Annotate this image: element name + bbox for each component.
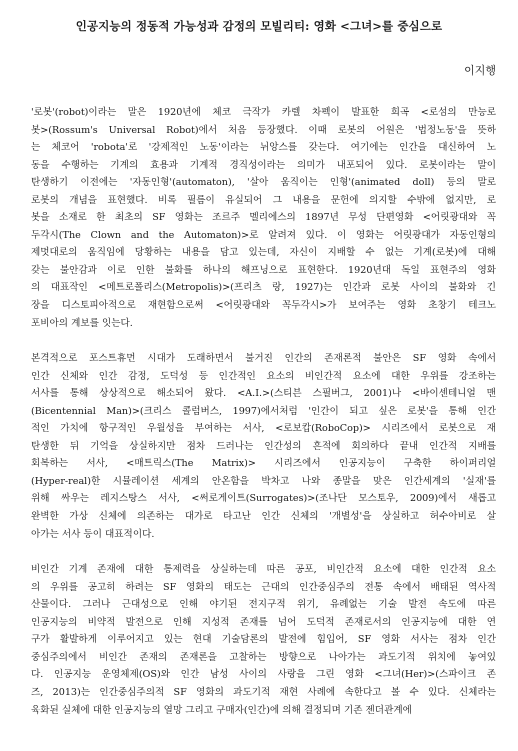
paragraph-line: 로봇의 개념을 표현했다. 비록 필름이 유실되어 그 내용을 문헌에 의지할 수밖에 없지만, 로 (31, 194, 496, 206)
paragraph-line: 비인간 기계 존재에 대한 통제력을 상실하는데 따른 공포, 비인간적 요소에 대한 인간적 요소 (31, 564, 496, 576)
body-paragraph (31, 104, 496, 332)
paragraph-line: 구가 활발하게 이루어지고 있는 현대 기술담론의 발전에 힘입어, SF 영화 서사는 점차 인간 (31, 634, 496, 646)
paragraph-line: 제멋대로의 움직임에 당황하는 내용을 담고 있는데, 자신이 지배할 수 없는 기계(로봇)에 대해 (31, 247, 496, 259)
paragraph-line: 장을 디스토피아적으로 재현함으로써 <어릿광대와 꼭두각시>가 보여주는 영화 초창기 테크노 (31, 300, 496, 312)
paragraph-line: (Bicentennial Man)>(크리스 콜럼버스, 1997)에서처럼 '인간이 되고 싶은 로봇'을 통해 인간 (31, 405, 496, 417)
paragraph-line: '로봇'(robot)이라는 말은 1920년에 체코 극작가 카렐 차펙이 발표한 희곡 <로섬의 만능로 (31, 107, 496, 118)
body-paragraph (31, 561, 496, 719)
paragraph-line: 는 체코어 'robota'로 '강제적인 노동'이라는 뉘앙스를 갖는다. 여기에는 인간을 대신하여 노 (31, 142, 496, 154)
paragraph-line: 다. 인공지능 운영체제(OS)와 인간 남성 사이의 사랑을 그린 영화 <그녀(Her)>(스파이크 존 (31, 669, 496, 681)
paragraph-line: (Hyper-real)한 시뮬레이션 세계의 안온함을 박차고 나와 종말을 맞은 인간세계의 '실재'를 (31, 475, 496, 487)
paragraph-line: 육화된 실체에 대한 인공지능의 열망 그리고 구매자(인간)에 의해 결정되며 기존 젠더관계에 (31, 704, 412, 716)
paragraph-line: 의 대표작인 <메트로폴리스(Metropolis)>(프리츠 랑, 1927)는 인간과 로봇 사이의 불화와 긴 (31, 282, 496, 294)
paragraph-line: 위해 싸우는 레지스탕스 서사, <써로게이트(Surrogates)>(조나단 모스토우, 2009)에서 새롭고 (31, 493, 496, 505)
paragraph-line: 탄생하기 이전에는 '자동인형'(automaton), '살아 움직이는 인형'(animated doll) 등의 말로 (31, 177, 496, 189)
paragraph-line: 완벽한 가상 신체에 의존하는 대가로 타고난 인간 신체의 '개별성'을 상실하고 허수아비로 살 (31, 511, 496, 523)
paragraph-line: 아가는 서사 등이 대표적이다. (31, 528, 155, 540)
paragraph-line: 탄생한 뒤 기억을 상실하지만 점차 드러나는 인간성의 흔적에 회의하다 끝내 인간적 지배를 (31, 440, 496, 452)
body-paragraph (31, 350, 496, 543)
paragraph-line: 포비아의 계보를 잇는다. (31, 317, 133, 329)
paragraph-line: 갖는 불안감과 이로 인한 불화를 하나의 해프닝으로 표현한다. 1920년대 독일 표현주의 영화 (31, 264, 496, 276)
paragraph-line: 중심주의에서 비인간 존재의 존재론을 고찰하는 방향으로 나아가는 과도기적 위치에 놓여있 (31, 651, 496, 663)
author-name: 이지행 (464, 64, 496, 77)
document-body (31, 104, 496, 737)
paragraph-line: 적인 가치에 항구적인 우월성을 부여하는 서사, <로보캅(RoboCop)> 시리즈에서 로봇으로 재 (31, 423, 496, 435)
paragraph-line: 봇>(Rossum's Universal Robot)에서 처음 등장했다. 이때 로봇의 어원은 '법정노동'을 뜻하 (31, 124, 496, 136)
paragraph-line: 회복하는 서사, <매트릭스(The Matrix)> 시리즈에서 인공지능이 구축한 하이퍼리얼 (31, 458, 496, 470)
paragraph-line: 인공지능의 비약적 발전으로 인해 지성적 존재를 넘어 도덕적 존재로서의 인공지능에 대한 연 (31, 616, 496, 628)
paragraph-line: 서사를 통해 상상적으로 해소되어 왔다. <A.I.>(스티븐 스필버그, 2001)나 <바이센테니얼 맨 (31, 388, 496, 400)
paragraph-line: 동을 수행하는 기계의 효용과 기계적 경직성이라는 의미가 내포되어 있다. 로봇이라는 말이 (31, 159, 496, 171)
paragraph-line: 봇을 소재로 한 최초의 SF 영화는 조르주 멜리에스의 1897년 무성 단편영화 <어릿광대와 꼭 (31, 212, 496, 224)
paragraph-line: 산물이다. 그러나 근대성으로 인해 야기된 전지구적 위기, 유례없는 기술 발전 속도에 따른 (31, 599, 496, 611)
document-title: 인공지능의 정동적 가능성과 감정의 모빌리티: 영화 <그녀>를 중심으로 (75, 19, 443, 33)
paragraph-line: 인간 신체와 인간 감정, 도덕성 등 인간적인 요소의 비인간적 요소에 대한 우위를 강조하는 (31, 370, 496, 382)
paragraph-line: 의 우위를 공고히 하려는 SF 영화의 태도는 근대의 인간중심주의 전통 속에서 배태된 역사적 (31, 581, 496, 593)
paragraph-line: 본격적으로 포스트휴먼 시대가 도래하면서 불거진 인간의 존재론적 불안은 SF 영화 속에서 (31, 353, 496, 365)
paragraph-line: 즈, 2013)는 인간중심주의적 SF 영화의 과도기적 재현 사례에 속한다고 볼 수 있다. 신체라는 (31, 686, 496, 698)
paragraph-line: 두각시(The Clown and the Automaton)>로 알려져 있다. 이 영화는 어릿광대가 자동인형의 (31, 229, 496, 241)
